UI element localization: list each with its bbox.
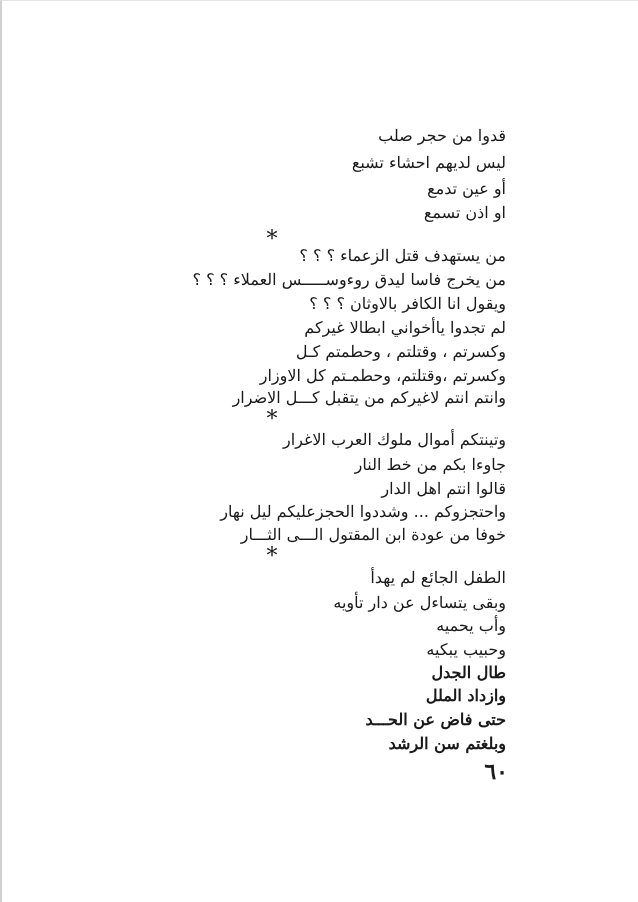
verse-line: خوفا من عودة ابن المقتول الـــى الثـــار xyxy=(240,525,506,544)
verse-line: ليس لديهم احشاء تشبع xyxy=(351,153,506,172)
verse-line: واحتجزوكم ... وشددوا الحجزعليكم ليل نهار xyxy=(220,502,506,521)
verse-line: وانتم انتم لاغيركم من يتقبل كـــل الاضرار xyxy=(232,388,506,407)
verse-line: قالوا انتم اهل الدار xyxy=(381,479,506,498)
verse-line: وأب يحميه xyxy=(436,616,506,635)
page-number: ٦٠ xyxy=(484,759,508,785)
verse-line: وكسرتم ، وقتلتم ، وحطمتم كـل xyxy=(295,342,506,361)
verse-line: من يخرج فاسا ليدق روءوســـــس العملاء ؟ ؟ ؟ xyxy=(192,270,506,289)
verse-line: وبقى يتساءل عن دار تأويه xyxy=(333,593,506,612)
verse-line: أو عين تدمع xyxy=(427,179,506,198)
verse-line: وازداد الملل xyxy=(425,686,506,705)
verse-line: وبلغتم سن الرشد xyxy=(388,734,506,753)
verse-line: وتينتكم أموال ملوك العرب الاغرار xyxy=(282,430,506,449)
verse-line: قدوا من حجر صلب xyxy=(378,126,506,145)
verse-line: وحبيب يبكيه xyxy=(426,640,506,659)
verse-line: لم تجدوا ياأخواني ابطالا غيركم xyxy=(304,318,506,337)
verse-line: او اذن تسمع xyxy=(423,203,506,222)
verse-line: الطفل الجائع لم يهدأ xyxy=(370,568,506,587)
verse-line: ويقول انا الكافر بالاوثان ؟ ؟ ؟ xyxy=(309,294,506,313)
verse-line: جاوءا بكم من خط النار xyxy=(354,455,506,474)
verse-line: وكسرتم ،وقتلتم، وحطمـتم كل الاوزار xyxy=(259,366,506,385)
verse-line: حتى فاض عن الحـــد xyxy=(365,710,506,729)
stanza-separator-asterisk: * xyxy=(266,544,278,569)
stanza-separator-asterisk: * xyxy=(266,407,278,432)
verse-line: من يستهدف قتل الزعماء ؟ ؟ ؟ xyxy=(299,246,506,265)
stanza-separator-asterisk: * xyxy=(266,227,278,252)
verse-line: طال الجدل xyxy=(431,663,506,682)
